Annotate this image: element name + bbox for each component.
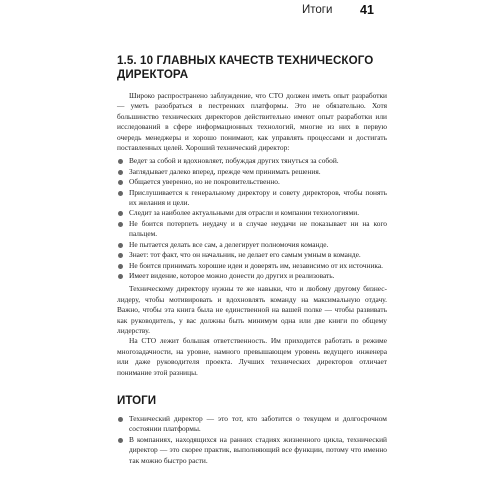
list-item: В компаниях, находящихся на ранних стадиях жизненного цикла, технический директор — это скорее практик, выполняющий все функции, потому что именно так можно быстро расти. <box>117 435 387 466</box>
list-item: Прислушивается к генеральному директору и совету директоров, чтобы понять их желания и цели. <box>117 188 387 209</box>
list-item: Не пытается делать все сам, а делегирует полномочия команде. <box>117 240 387 250</box>
list-item: Следит за наиболее актуальными для отрасли и компании технологиями. <box>117 208 387 218</box>
list-item: Имеет видение, которое можно донести до других и реализовать. <box>117 271 387 281</box>
list-item: Заглядывает далеко вперед, прежде чем принимать решения. <box>117 167 387 177</box>
responsibility-paragraph: На СТО лежит большая ответственность. Им приходится работать в режиме многозадачности, на уровне, намного превышающем уровень ведущего инженера или даже руководителя проекта. Лучших технических директоров отличает понимание этой разницы. <box>117 336 387 377</box>
page-content <box>117 54 387 469</box>
list-item: Знает: тот факт, что он начальник, не делает его самым умным в команде. <box>117 250 387 260</box>
bullet-icon <box>118 438 123 443</box>
bullet-icon <box>118 264 123 269</box>
list-item: Технический директор — это тот, кто заботится о текущем и долгосрочном состоянии платформы. <box>117 414 387 435</box>
bullet-icon <box>118 159 123 164</box>
list-item: Не боится потерпеть неудачу и в случае неудачи не показывает ни на кого пальцем. <box>117 219 387 240</box>
bullet-icon <box>118 170 123 175</box>
qualities-list <box>117 156 387 281</box>
section-title: 1.5. 10 ГЛАВНЫХ КАЧЕСТВ ТЕХНИЧЕСКОГО ДИРЕКТОРА <box>117 54 374 81</box>
bullet-icon <box>118 274 123 279</box>
bullet-icon <box>118 180 123 185</box>
bullet-icon <box>118 191 123 196</box>
bullet-icon <box>118 243 123 248</box>
running-header: Итоги <box>302 4 333 16</box>
list-item: Общается уверенно, но не покровительственно. <box>117 177 387 187</box>
intro-paragraph: Широко распространено заблуждение, что СТО должен иметь опыт разработки — уметь разобраться в пестренких платформы. Это не обязательно. Хотя большинство технических директоров действительно имеют опыт разработки или исследований в сфере информационных технологий, многие из них в первую очередь менеджеры и хорошо понимают, как управлять процессами и достигать поставленных целей. Хороший технический директор: <box>117 91 387 153</box>
page-number: 41 <box>360 3 374 17</box>
bullet-icon <box>118 417 123 422</box>
page-header <box>0 0 500 20</box>
results-title: ИТОГИ <box>117 393 157 407</box>
results-list <box>117 414 387 466</box>
list-item: Ведет за собой и вдохновляет, побуждая других тянуться за собой. <box>117 156 387 166</box>
bullet-icon <box>118 253 123 258</box>
leadership-paragraph: Техническому директору нужны те же навыки, что и любому другому бизнес-лидеру, чтобы мотивировать и вдохновлять команду на максимальную отдачу. Важно, чтобы эта книга была не единственной на вашей полке — чтобы развивать как руководитель, у вас должны быть минимум одна или две книги по общему лидерству. <box>117 284 387 335</box>
bullet-icon <box>118 211 123 216</box>
list-item: Не боится принимать хорошие идеи и доверять им, независимо от их источника. <box>117 261 387 271</box>
bullet-icon <box>118 222 123 227</box>
